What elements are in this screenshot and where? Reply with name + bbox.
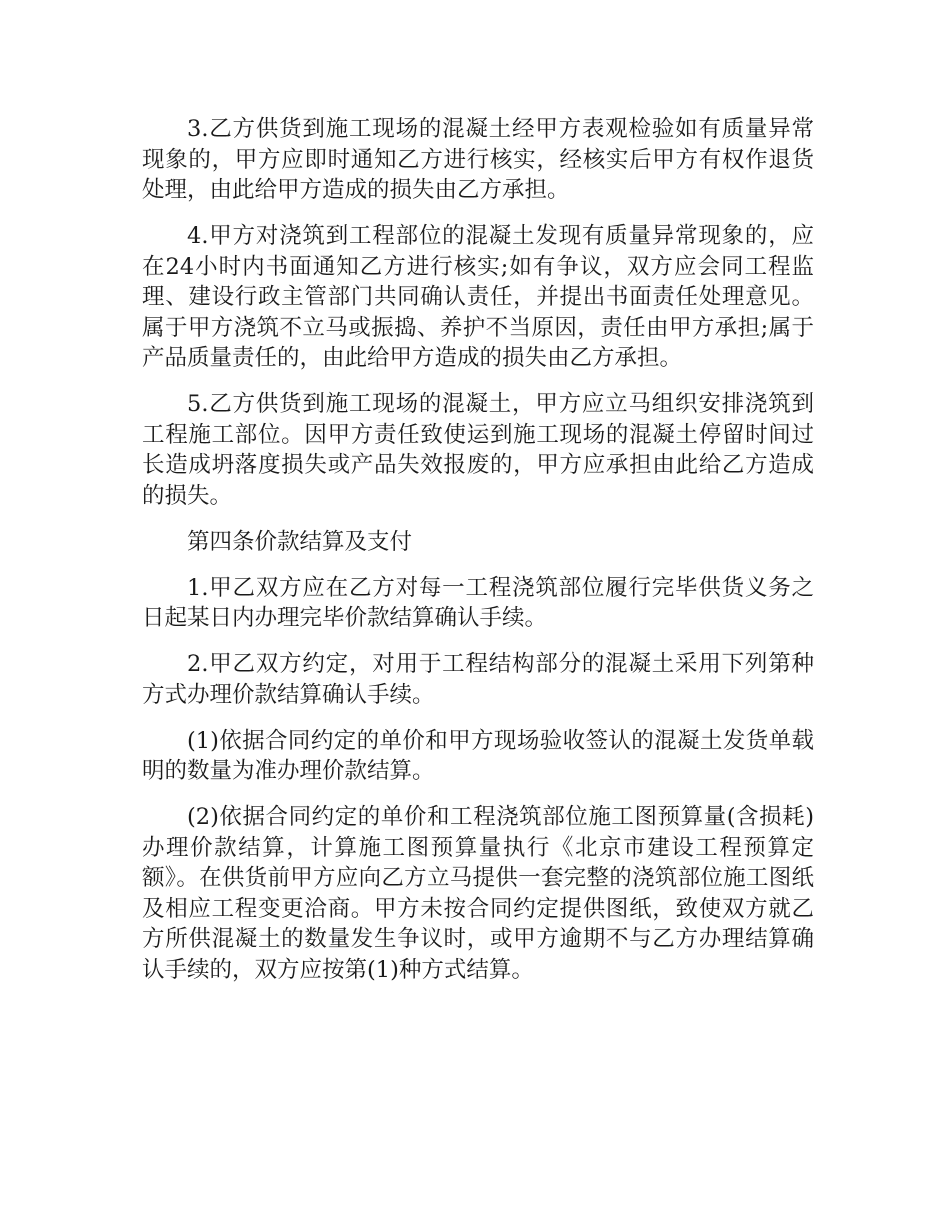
document-body xyxy=(142,114,814,1001)
paragraph-clause-3-4: 4.甲方对浇筑到工程部位的混凝土发现有质量异常现象的，应在24小时内书面通知乙方进行核实;如有争议，双方应会同工程监理、建设行政主管部门共同确认责任，并提出书面责任处理意见。属于甲方浇筑不立马或振捣、养护不当原因，责任由甲方承担;属于产品质量责任的，由此给甲方造成的损失由乙方承担。 xyxy=(142,223,814,371)
paragraph-option-1: (1)依据合同约定的单价和甲方现场验收签认的混凝土发货单载明的数量为准办理价款结算。 xyxy=(142,727,814,784)
paragraph-clause-3-5: 5.乙方供货到施工现场的混凝土，甲方应立马组织安排浇筑到工程施工部位。因甲方责任致使运到施工现场的混凝土停留时间过长造成坍落度损失或产品失效报废的，甲方应承担由此给乙方造成的损失。 xyxy=(142,391,814,509)
paragraph-clause-4-1: 1.甲乙双方应在乙方对每一工程浇筑部位履行完毕供货义务之日起某日内办理完毕价款结算确认手续。 xyxy=(142,574,814,631)
paragraph-clause-3-3: 3.乙方供货到施工现场的混凝土经甲方表观检验如有质量异常现象的，甲方应即时通知乙方进行核实，经核实后甲方有权作退货处理，由此给甲方造成的损失由乙方承担。 xyxy=(142,116,814,203)
paragraph-clause-4-2: 2.甲乙双方约定，对用于工程结构部分的混凝土采用下列第种方式办理价款结算确认手续。 xyxy=(142,651,814,708)
paragraph-option-2: (2)依据合同约定的单价和工程浇筑部位施工图预算量(含损耗)办理价款结算，计算施工图预算量执行《北京市建设工程预算定额》。在供货前甲方应向乙方立马提供一套完整的浇筑部位施工图纸及相应工程变更洽商。甲方未按合同约定提供图纸，致使双方就乙方所供混凝土的数量发生争议时，或甲方逾期不与乙方办理结算确认手续的，双方应按第(1)种方式结算。 xyxy=(142,804,814,983)
section-heading-article-4: 第四条价款结算及支付 xyxy=(187,528,413,555)
